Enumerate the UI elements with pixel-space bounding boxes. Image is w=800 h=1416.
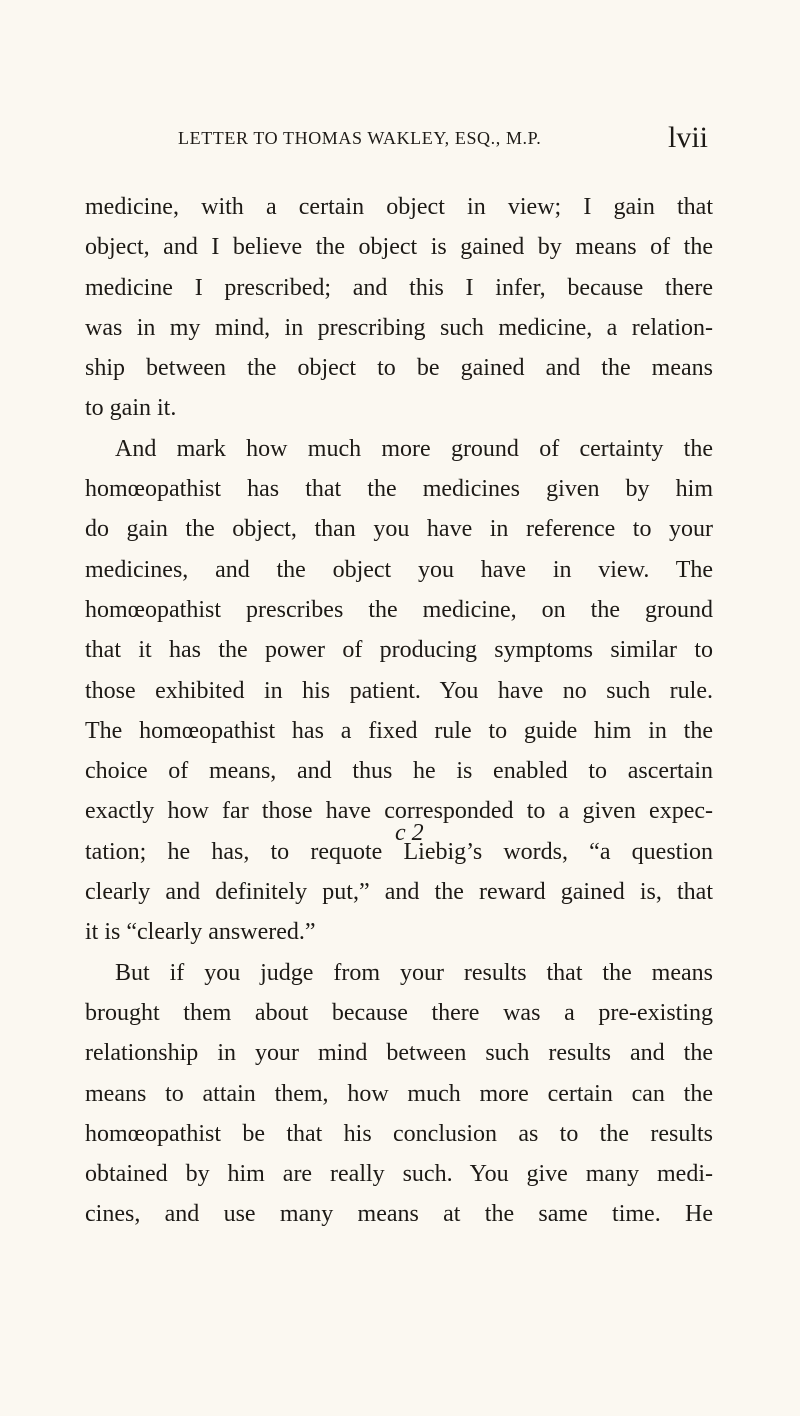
text-line: medicine, with a certain object in view; I gain that: [85, 194, 713, 220]
text-line: And mark how much more ground of certainty the: [115, 435, 713, 462]
text-line: medicines, and the object you have in view. The: [85, 556, 713, 583]
running-head: [168, 118, 708, 158]
text-line: clearly and definitely put,” and the reward gained is, that: [85, 879, 713, 906]
text-line: brought them about because there was a pre-existing: [85, 999, 713, 1026]
text-line: ship between the object to be gained and the means: [85, 355, 713, 382]
text-line: The homœopathist has a fixed rule to guide him in the: [85, 717, 713, 744]
text-line: homœopathist prescribes the medicine, on the ground: [85, 596, 713, 623]
text-line: to gain it.: [85, 395, 177, 422]
text-line: choice of means, and thus he is enabled to ascertain: [85, 758, 713, 785]
text-line: exactly how far those have corresponded to a given expec-: [85, 798, 713, 825]
text-line: those exhibited in his patient. You have no such rule.: [85, 677, 713, 704]
running-title: LETTER TO THOMAS WAKLEY, ESQ., M.P.: [178, 128, 542, 148]
text-line: was in my mind, in prescribing such medicine, a relation-: [85, 314, 713, 341]
text-line: homœopathist be that his conclusion as to the results: [85, 1120, 713, 1147]
page-number: lvii: [667, 121, 708, 154]
body-text: [85, 187, 713, 1235]
text-line: it is “clearly answered.”: [85, 919, 316, 946]
text-line: obtained by him are really such. You give many medi-: [85, 1161, 713, 1188]
text-line: relationship in your mind between such results and the: [85, 1040, 713, 1067]
signature-mark: c 2: [395, 820, 424, 846]
text-line: But if you judge from your results that the means: [115, 959, 713, 986]
text-line: cines, and use many means at the same time. He: [85, 1201, 713, 1228]
text-line: homœopathist has that the medicines given by him: [85, 476, 713, 503]
text-line: tation; he has, to requote Liebig’s words, “a question: [85, 838, 713, 865]
text-line: object, and I believe the object is gained by means of the: [85, 234, 713, 261]
text-line: means to attain them, how much more certain can the: [85, 1080, 713, 1107]
text-line: do gain the object, than you have in reference to your: [85, 516, 713, 543]
text-line: medicine I prescribed; and this I infer, because there: [85, 274, 713, 301]
text-line: that it has the power of producing symptoms similar to: [85, 637, 713, 664]
